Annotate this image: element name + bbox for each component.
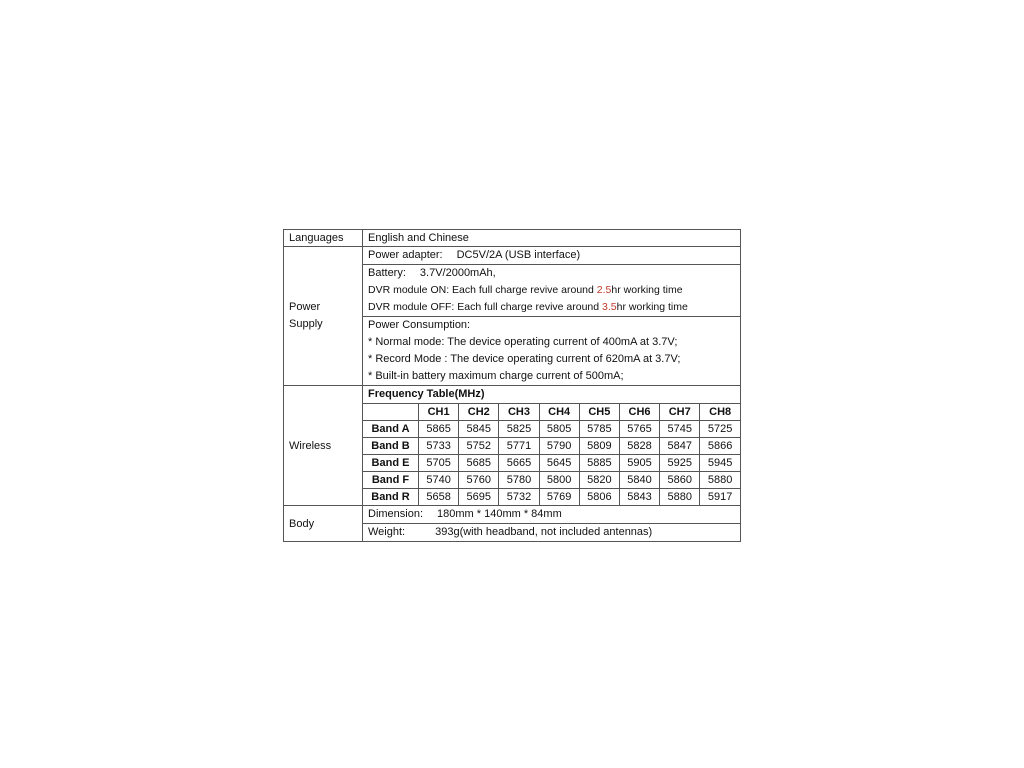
frequency-value: 5806 — [579, 489, 619, 506]
weight-cell — [363, 524, 741, 542]
channel-header: CH7 — [660, 404, 700, 421]
frequency-value: 5645 — [539, 455, 579, 472]
consumption-title: Power Consumption: — [368, 319, 471, 331]
band-row — [363, 421, 740, 438]
frequency-value: 5695 — [459, 489, 499, 506]
battery-cell — [363, 265, 741, 317]
channel-header: CH8 — [700, 404, 740, 421]
band-name: Band E — [363, 455, 419, 472]
frequency-value: 5771 — [499, 438, 539, 455]
band-row — [363, 472, 740, 489]
consumption-cell — [363, 317, 741, 386]
frequency-value: 5945 — [700, 455, 740, 472]
power-adapter-label: Power adapter: — [368, 249, 443, 261]
frequency-value: 5752 — [459, 438, 499, 455]
frequency-value: 5785 — [579, 421, 619, 438]
dvr-off-prefix: DVR module OFF: Each full charge revive around — [368, 301, 603, 313]
channel-header: CH5 — [579, 404, 619, 421]
frequency-value: 5769 — [539, 489, 579, 506]
band-name: Band B — [363, 438, 419, 455]
power-adapter-cell — [363, 247, 741, 265]
consumption-line-charge: * Built-in battery maximum charge current of 500mA; — [368, 370, 624, 382]
channel-header: CH1 — [419, 404, 459, 421]
frequency-value: 5820 — [579, 472, 619, 489]
dvr-on-suffix: hr working time — [611, 284, 683, 296]
band-row — [363, 438, 740, 455]
consumption-line-record: * Record Mode : The device operating current of 620mA at 3.7V; — [368, 353, 681, 365]
wireless-label: Wireless — [284, 386, 363, 506]
consumption-line-normal: * Normal mode: The device operating current of 400mA at 3.7V; — [368, 336, 678, 348]
power-adapter-line — [368, 247, 735, 264]
frequency-value: 5865 — [419, 421, 459, 438]
battery-line — [368, 265, 735, 282]
frequency-value: 5866 — [700, 438, 740, 455]
frequency-value: 5840 — [619, 472, 659, 489]
weight-line — [368, 524, 735, 541]
languages-row — [284, 230, 741, 247]
power-adapter-value: DC5V/2A (USB interface) — [456, 249, 581, 261]
frequency-value: 5732 — [499, 489, 539, 506]
weight-value: 393g(with headband, not included antennas) — [435, 526, 653, 538]
frequency-value: 5880 — [700, 472, 740, 489]
band-row — [363, 489, 740, 506]
channel-header: CH2 — [459, 404, 499, 421]
band-name: Band F — [363, 472, 419, 489]
power-supply-label-line1: Power — [289, 301, 321, 313]
frequency-value: 5825 — [499, 421, 539, 438]
frequency-value: 5847 — [660, 438, 700, 455]
dvr-off-suffix: hr working time — [616, 301, 688, 313]
dvr-on-line — [368, 282, 735, 299]
frequency-value: 5765 — [619, 421, 659, 438]
languages-label: Languages — [284, 230, 363, 247]
frequency-value: 5705 — [419, 455, 459, 472]
frequency-value: 5665 — [499, 455, 539, 472]
frequency-table-title: Frequency Table(MHz) — [363, 386, 740, 404]
frequency-value: 5845 — [459, 421, 499, 438]
frequency-value: 5725 — [700, 421, 740, 438]
frequency-value: 5809 — [579, 438, 619, 455]
power-adapter-row — [284, 247, 741, 265]
languages-value: English and Chinese — [363, 230, 741, 247]
channel-header: CH6 — [619, 404, 659, 421]
specification-table — [283, 229, 741, 542]
band-row — [363, 455, 740, 472]
frequency-corner-cell — [363, 404, 419, 421]
dvr-off-line — [368, 299, 735, 316]
channel-header: CH3 — [499, 404, 539, 421]
frequency-value: 5733 — [419, 438, 459, 455]
frequency-value: 5885 — [579, 455, 619, 472]
dimension-row — [284, 506, 741, 524]
frequency-value: 5828 — [619, 438, 659, 455]
body-label: Body — [284, 506, 363, 542]
frequency-value: 5740 — [419, 472, 459, 489]
dvr-on-prefix: DVR module ON: Each full charge revive around — [368, 284, 597, 296]
frequency-value: 5760 — [459, 472, 499, 489]
band-name: Band A — [363, 421, 419, 438]
dvr-on-hours: 2.5 — [596, 284, 612, 296]
dimension-line — [368, 506, 735, 523]
frequency-value: 5805 — [539, 421, 579, 438]
frequency-value: 5860 — [660, 472, 700, 489]
frequency-value: 5917 — [700, 489, 740, 506]
wireless-row — [284, 386, 741, 506]
frequency-table — [363, 404, 740, 505]
battery-label: Battery: — [368, 267, 406, 279]
frequency-value: 5790 — [539, 438, 579, 455]
frequency-cell — [363, 386, 741, 506]
dvr-off-hours: 3.5 — [602, 301, 617, 313]
dimension-cell — [363, 506, 741, 524]
frequency-value: 5780 — [499, 472, 539, 489]
weight-label: Weight: — [368, 526, 406, 538]
power-supply-label-line2: Supply — [289, 318, 323, 330]
frequency-value: 5843 — [619, 489, 659, 506]
frequency-header-row — [363, 404, 740, 421]
power-supply-label — [284, 247, 363, 386]
band-name: Band R — [363, 489, 419, 506]
frequency-value: 5925 — [660, 455, 700, 472]
dimension-label: Dimension: — [368, 508, 424, 520]
dimension-value: 180mm * 140mm * 84mm — [437, 508, 562, 520]
frequency-value: 5880 — [660, 489, 700, 506]
battery-value: 3.7V/2000mAh, — [419, 267, 496, 279]
frequency-value: 5685 — [459, 455, 499, 472]
frequency-value: 5745 — [660, 421, 700, 438]
channel-header: CH4 — [539, 404, 579, 421]
frequency-value: 5800 — [539, 472, 579, 489]
frequency-value: 5658 — [419, 489, 459, 506]
frequency-value: 5905 — [619, 455, 659, 472]
